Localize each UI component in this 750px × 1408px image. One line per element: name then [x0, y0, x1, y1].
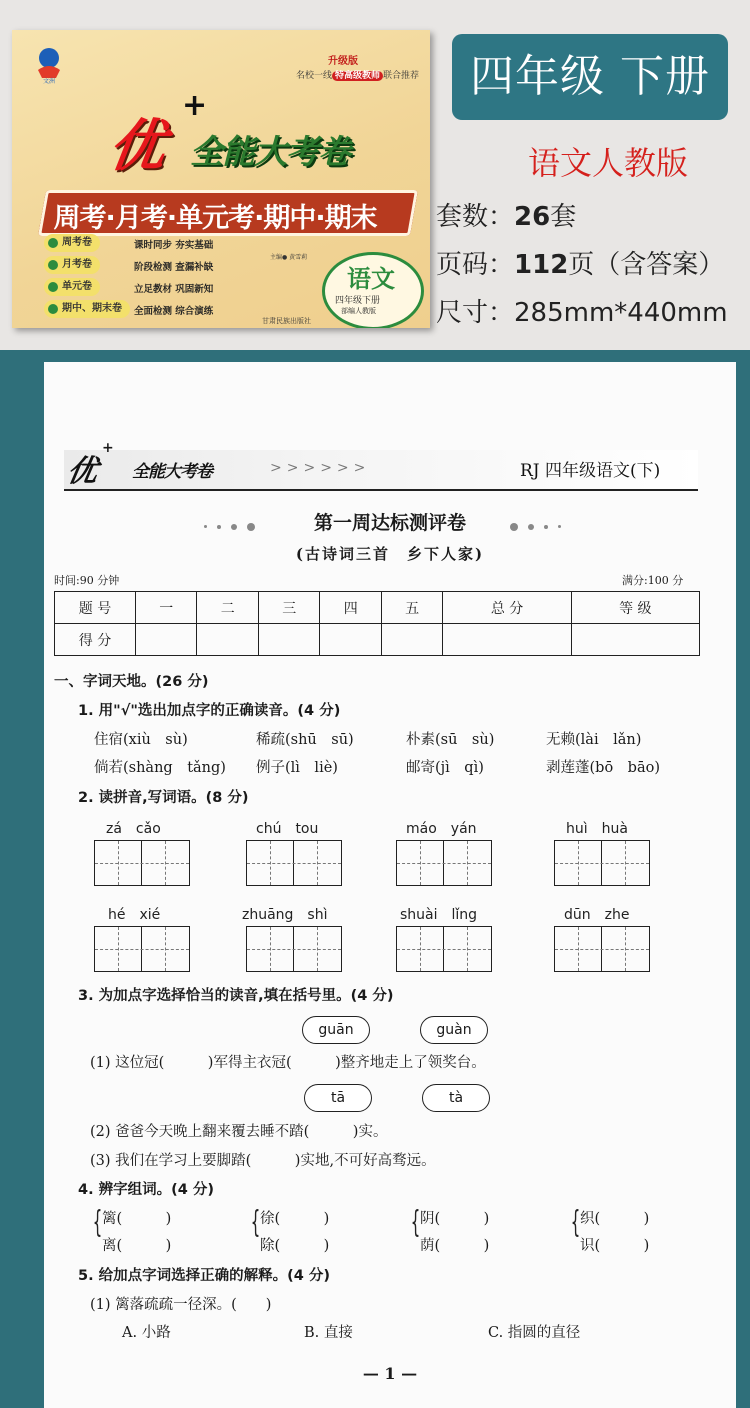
table-row [55, 624, 700, 656]
header-brand-you: 优 [64, 454, 101, 489]
recommend-post: 联合推荐 [383, 71, 420, 81]
cover-editor: 主编● 黄雪莉 [270, 254, 308, 261]
header-plus-icon: + [102, 440, 114, 456]
q5-option: C. 指圆的直径 [488, 1325, 581, 1341]
product-banner [0, 0, 750, 350]
pinyin-label: máo yán [406, 821, 477, 837]
pinyin-cloud: tā [304, 1084, 372, 1112]
pinyin-cloud: tà [422, 1084, 490, 1112]
q1-item: 倘若(shàng tǎng) [94, 760, 226, 776]
score-table [54, 591, 700, 656]
q3-sentence: (3) 我们在学习上要脚踏( )实地,不可好高骛远。 [90, 1153, 436, 1169]
cover-tag-desc: 立足教材 巩固新知 [134, 284, 214, 295]
table-cell: 等 级 [571, 592, 699, 624]
writing-grid[interactable] [396, 926, 492, 972]
spec-sets [436, 196, 576, 233]
spec-label: 套数： [436, 202, 515, 232]
question-4: 4. 辨字组词。(4 分) [78, 1182, 215, 1198]
table-cell: 四 [320, 592, 381, 624]
cover-tag: 单元卷 [44, 278, 100, 296]
q5-sentence: (1) 篱落疏疏一径深。( ) [90, 1297, 272, 1313]
table-cell: 总 分 [443, 592, 571, 624]
q1-item: 住宿(xiù sù) [94, 732, 188, 748]
pinyin-label: huì huà [566, 821, 628, 837]
pinyin-cloud: guàn [420, 1016, 488, 1044]
cover-publisher: 甘肃民族出版社 [262, 317, 311, 325]
q4-item: 阴( ) [420, 1211, 490, 1227]
cover-grade: 四年级下册 [335, 296, 381, 306]
table-cell [136, 624, 197, 656]
pinyin-label: chú tou [256, 821, 319, 837]
test-subtitle: (古诗词三首 乡下人家) [295, 545, 485, 563]
table-cell: 题 号 [55, 592, 136, 624]
cover-tag-desc: 全面检测 综合演练 [134, 306, 214, 317]
publisher-logo-icon [32, 44, 66, 84]
spec-label: 页码： [436, 250, 515, 280]
question-3: 3. 为加点字选择恰当的读音,填在括号里。(4 分) [78, 988, 394, 1004]
cover-subject: 语文 [347, 264, 395, 293]
pinyin-label: zá cǎo [106, 821, 161, 837]
header-grade-label: RJ 四年级语文(下) [520, 461, 661, 481]
cover-exam-types: 周考·月考·单元考·期中·期末 [53, 203, 377, 234]
cover-tag: 月考卷 [44, 256, 100, 274]
page-number: — 1 — [362, 1364, 418, 1383]
q4-item: 徐( ) [260, 1211, 330, 1227]
table-row [55, 592, 700, 624]
q5-option: A. 小路 [122, 1325, 171, 1341]
spec-unit: 页（含答案） [568, 250, 725, 280]
table-cell [320, 624, 381, 656]
q1-item: 无赖(lài lǎn) [546, 732, 642, 748]
q4-item: 除( ) [260, 1238, 330, 1254]
table-cell: 得 分 [55, 624, 136, 656]
question-5: 5. 给加点字词选择正确的解释。(4 分) [78, 1268, 331, 1284]
spec-value: 26 [514, 202, 551, 232]
table-cell [258, 624, 319, 656]
table-cell: 二 [197, 592, 258, 624]
q1-item: 邮寄(jì qì) [406, 760, 484, 776]
table-cell [571, 624, 699, 656]
recommend-pre: 名校一线 [296, 71, 333, 81]
spec-value: 285mm*440mm [514, 298, 728, 328]
writing-grid[interactable] [94, 840, 190, 886]
cover-subject-badge [322, 252, 424, 328]
cover-upgrade-label: 升级版 [328, 56, 358, 67]
pinyin-label: hé xié [108, 907, 161, 923]
book-cover-image [12, 30, 430, 328]
table-cell [197, 624, 258, 656]
cover-brand-you: 优 [104, 113, 171, 179]
header-arrows: >>>>>> [270, 460, 371, 476]
question-1: 1. 用"√"选出加点字的正确读音。(4 分) [78, 703, 341, 719]
q1-item: 朴素(sū sù) [406, 732, 495, 748]
grade-badge: 四年级 下册 [452, 34, 728, 120]
q4-item: 离( ) [102, 1238, 172, 1254]
writing-grid[interactable] [554, 840, 650, 886]
writing-grid[interactable] [246, 926, 342, 972]
spec-label: 尺寸： [436, 298, 515, 328]
table-cell [443, 624, 571, 656]
q1-item: 剥莲蓬(bō bāo) [546, 760, 660, 776]
cover-brand-title: 全能大考卷 [190, 132, 350, 171]
brace-icon: { [410, 1205, 421, 1240]
q4-item: 织( ) [580, 1211, 650, 1227]
spec-unit: 套 [550, 202, 577, 232]
pinyin-label: shuài lǐng [400, 907, 478, 923]
cover-tag-desc: 阶段检测 查漏补缺 [134, 262, 214, 273]
q5-option: B. 直接 [304, 1325, 353, 1341]
writing-grid[interactable] [246, 840, 342, 886]
q4-item: 篱( ) [102, 1211, 172, 1227]
cover-exam-strip [38, 190, 418, 236]
brace-icon: { [250, 1205, 261, 1240]
q3-sentence: (2) 爸爸今天晚上翻来覆去睡不踏( )实。 [90, 1124, 388, 1140]
title-dots-right [510, 516, 571, 535]
section-1-heading: 一、字词天地。(26 分) [54, 674, 209, 690]
pinyin-cloud: guān [302, 1016, 370, 1044]
writing-grid[interactable] [94, 926, 190, 972]
cover-edition: 部编人教版 [341, 307, 376, 315]
brace-icon: { [570, 1205, 581, 1240]
header-brand-title: 全能大考卷 [132, 462, 212, 482]
edition-label: 语文人教版 [528, 144, 689, 182]
table-cell: 五 [381, 592, 442, 624]
q4-item: 识( ) [580, 1238, 650, 1254]
q1-item: 例子(lì liè) [256, 760, 338, 776]
spec-size [436, 292, 728, 329]
writing-grid[interactable] [554, 926, 650, 972]
table-cell: 三 [258, 592, 319, 624]
writing-grid[interactable] [396, 840, 492, 886]
q4-item: 荫( ) [420, 1238, 490, 1254]
header-divider [64, 489, 698, 491]
cover-tag-desc: 课时同步 夯实基础 [134, 240, 214, 251]
full-score: 满分:100 分 [622, 574, 684, 587]
exam-paper [44, 362, 736, 1408]
pinyin-label: dūn zhe [564, 907, 630, 923]
table-cell: 一 [136, 592, 197, 624]
brace-icon: { [92, 1205, 103, 1240]
test-title: 第一周达标测评卷 [313, 512, 466, 534]
spec-value: 112 [514, 250, 569, 280]
spec-pages [436, 244, 724, 281]
cover-plus-icon: + [182, 88, 208, 123]
cover-recommend-line [296, 68, 419, 81]
q1-item: 稀疏(shū sū) [256, 732, 354, 748]
svg-text:文洲: 文洲 [42, 78, 56, 84]
recommend-mark: 特高级教师 [332, 71, 383, 81]
table-cell [381, 624, 442, 656]
question-2: 2. 读拼音,写词语。(8 分) [78, 790, 249, 806]
cover-tag: 期中、期末卷 [44, 300, 130, 318]
time-limit: 时间:90 分钟 [54, 574, 120, 587]
pinyin-label: zhuāng shì [242, 907, 328, 923]
q3-sentence: (1) 这位冠( )军得主衣冠( )整齐地走上了领奖台。 [90, 1055, 486, 1071]
cover-tag: 周考卷 [44, 234, 100, 252]
